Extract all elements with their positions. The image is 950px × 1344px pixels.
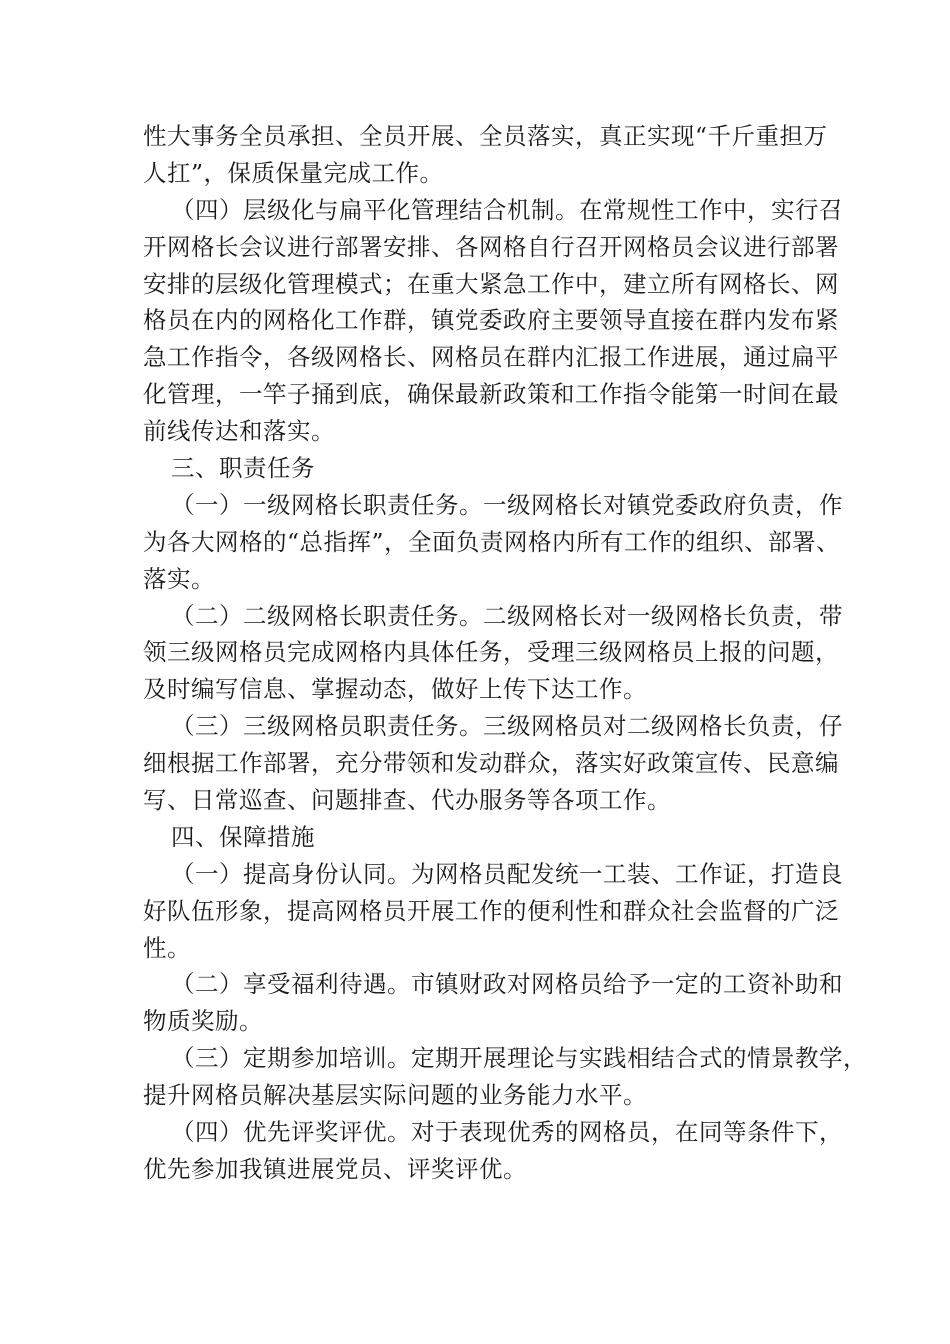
section-heading: 三、职责任务 [171, 454, 315, 483]
text-line: 好队伍形象，提高网格员开展工作的便利性和群众社会监督的广泛 [143, 896, 839, 925]
text-line: 优先参加我镇进展党员、评奖评优。 [143, 1154, 527, 1183]
text-line: 急工作指令，各级网格长、网格员在群内汇报工作进展，通过扁平 [143, 343, 839, 372]
paragraph-start-line: （三）三级网格员职责任务。三级网格员对二级网格长负责，仔 [171, 712, 843, 741]
text-line: 提升网格员解决基层实际问题的业务能力水平。 [143, 1081, 647, 1110]
body-text [143, 118, 867, 1188]
section-heading: 四、保障措施 [171, 822, 315, 851]
text-line: 细根据工作部署，充分带领和发动群众，落实好政策宣传、民意编 [143, 749, 839, 778]
text-line: 格员在内的网格化工作群，镇党委政府主要领导直接在群内发布紧 [143, 306, 839, 335]
text-line: 落实。 [143, 564, 215, 593]
text-line: 领三级网格员完成网格内具体任务，受理三级网格员上报的问题， [143, 638, 839, 667]
paragraph-start-line: （一）一级网格长职责任务。一级网格长对镇党委政府负责，作 [171, 490, 843, 519]
paragraph-start-line: （四）层级化与扁平化管理结合机制。在常规性工作中，实行召 [171, 195, 843, 224]
paragraph-start-line: （二）享受福利待遇。市镇财政对网格员给予一定的工资补助和 [171, 970, 843, 999]
text-line: 性大事务全员承担、全员开展、全员落实，真正实现“千斤重担万 [143, 122, 828, 150]
paragraph-start-line: （一）提高身份认同。为网格员配发统一工装、工作证，打造良 [171, 859, 843, 888]
text-line: 安排的层级化管理模式；在重大紧急工作中，建立所有网格长、网 [143, 269, 839, 298]
text-line: 写、日常巡查、问题排查、代办服务等各项工作。 [143, 786, 671, 815]
paragraph-start-line: （二）二级网格长职责任务。二级网格长对一级网格长负责，带 [171, 601, 843, 630]
text-line: 为各大网格的“总指挥”，全面负责网格内所有工作的组织、部署、 [143, 527, 841, 556]
text-line: 性。 [143, 933, 191, 962]
text-line: 前线传达和落实。 [143, 417, 335, 446]
text-line: 化管理，一竿子捅到底，确保最新政策和工作指令能第一时间在最 [143, 380, 839, 409]
text-line: 及时编写信息、掌握动态，做好上传下达工作。 [143, 675, 647, 704]
text-line: 开网格长会议进行部署安排、各网格自行召开网格员会议进行部署 [143, 232, 839, 261]
text-line: 人扛”，保质保量完成工作。 [143, 158, 444, 187]
paragraph-start-line: （四）优先评奖评优。对于表现优秀的网格员，在同等条件下， [171, 1118, 843, 1147]
text-line: 物质奖励。 [143, 1007, 263, 1036]
paragraph-start-line: （三）定期参加培训。定期开展理论与实践相结合式的情景教学， [171, 1044, 867, 1073]
